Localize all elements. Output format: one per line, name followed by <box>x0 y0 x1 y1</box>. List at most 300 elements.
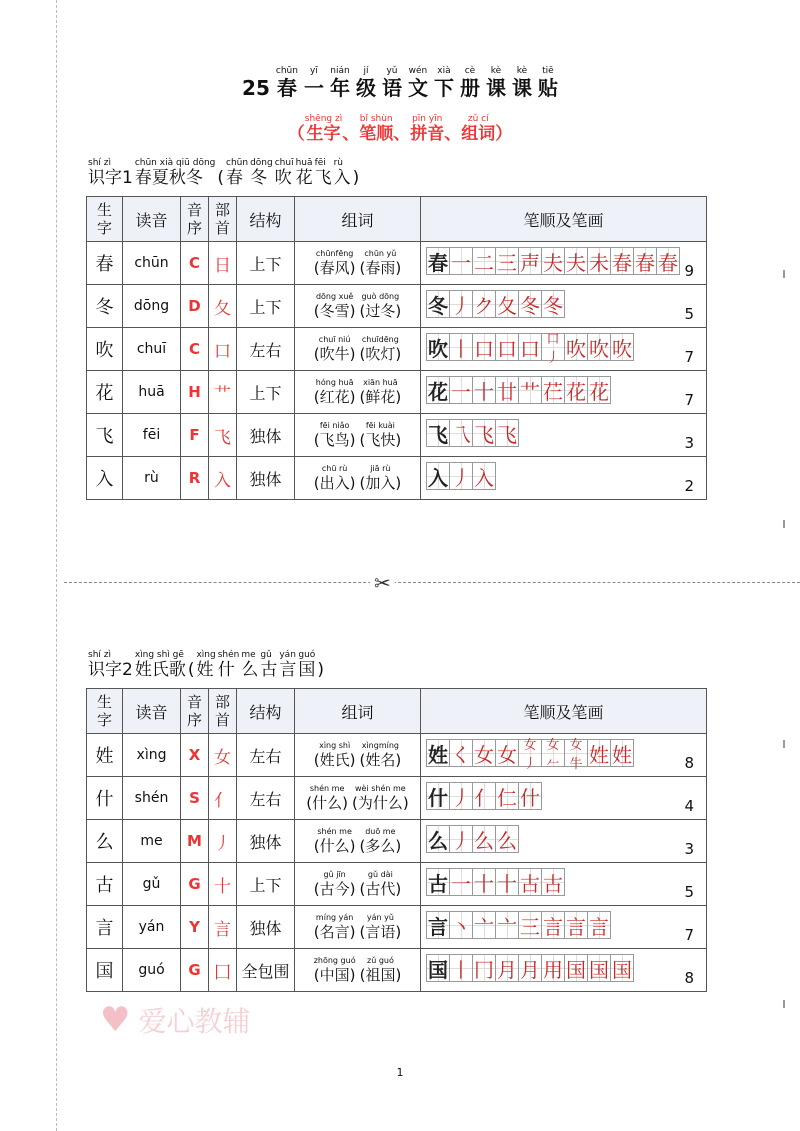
word-item <box>360 956 402 984</box>
table-row <box>87 242 707 285</box>
header-yinxu-text: 音序 <box>186 201 202 237</box>
table-row <box>87 863 707 906</box>
title-prefix <box>242 66 270 100</box>
row-radical: 入 <box>209 457 237 500</box>
title-char <box>382 66 402 100</box>
word-text: (姓名) <box>359 751 402 769</box>
section-heading-pinyin: xìng shì gē <box>134 650 184 660</box>
stroke-cell: 夫 <box>541 247 565 275</box>
section-heading-1 <box>88 158 361 188</box>
row-radical: 飞 <box>209 414 237 457</box>
stroke-cell: 丨 <box>449 954 473 982</box>
row-stroke-order <box>421 777 707 820</box>
row-character: 飞 <box>87 414 123 457</box>
stroke-cell: 三 <box>518 911 542 939</box>
section-heading-hanzi: ) <box>317 660 324 680</box>
word-text: (古今) <box>313 880 356 898</box>
section-heading-part <box>279 650 296 680</box>
section-heading-hanzi: 姓氏歌 <box>134 660 186 680</box>
row-character: 冬 <box>87 285 123 328</box>
stroke-grid <box>427 462 496 490</box>
stroke-cell: 亠 <box>495 911 519 939</box>
row-structure: 全包围 <box>237 949 295 992</box>
table-row <box>87 328 707 371</box>
row-structure: 左右 <box>237 734 295 777</box>
row-initial-letter: R <box>181 457 209 500</box>
word-item <box>314 870 356 898</box>
margin-mark <box>783 520 785 528</box>
row-stroke-order <box>421 734 707 777</box>
stroke-cell: 一 <box>449 376 473 404</box>
word-item <box>314 741 356 769</box>
stroke-cell: 十 <box>495 868 519 896</box>
stroke-cell: 月 <box>495 954 519 982</box>
title-char <box>356 66 376 100</box>
stroke-cell: 言 <box>587 911 611 939</box>
word-item <box>360 335 402 363</box>
word-item <box>360 464 402 492</box>
word-pinyin: chū rù <box>321 464 348 473</box>
stroke-grid <box>427 782 542 810</box>
character-table-2 <box>86 688 707 992</box>
section-heading-pinyin: xìng <box>196 650 216 660</box>
word-item <box>314 913 356 941</box>
word-pinyin: xìng shì <box>319 741 351 750</box>
word-pinyin: xiān huā <box>363 378 398 387</box>
row-character: 吹 <box>87 328 123 371</box>
word-pinyin: fēi niǎo <box>319 421 350 430</box>
section-heading-pinyin: chuī <box>274 158 294 168</box>
section-heading-pinyin: fēi <box>314 158 326 168</box>
row-radical: 言 <box>209 906 237 949</box>
stroke-cell: 夫 <box>564 247 588 275</box>
header-bushou-text: 部首 <box>214 201 230 237</box>
word-list <box>295 741 420 769</box>
subtitle-part-hanzi: 生字 <box>306 124 341 144</box>
watermark <box>100 1000 251 1040</box>
table-row <box>87 285 707 328</box>
table-header-row <box>87 689 707 734</box>
word-text: (加入) <box>359 474 402 492</box>
row-words <box>295 949 421 992</box>
title-char-hanzi: 年 <box>329 76 350 100</box>
stroke-cell: 女牛 <box>564 739 588 767</box>
stroke-count: 4 <box>684 797 694 815</box>
word-item <box>314 378 356 406</box>
stroke-count: 7 <box>684 348 694 366</box>
stroke-cell: く <box>449 739 473 767</box>
row-pinyin: huā <box>123 371 181 414</box>
title-char-pinyin: jí <box>363 66 369 76</box>
stroke-cell: 花 <box>426 376 450 404</box>
row-words <box>295 414 421 457</box>
subtitle-part-hanzi: 、 <box>444 124 462 144</box>
word-item <box>360 292 402 320</box>
word-pinyin: zǔ guó <box>367 956 394 965</box>
word-text: (祖国) <box>359 966 402 984</box>
row-radical: 口 <box>209 328 237 371</box>
subtitle-part <box>393 114 410 144</box>
section-heading-part <box>298 650 315 680</box>
stroke-cell: 国 <box>610 954 634 982</box>
stroke-count: 7 <box>684 926 694 944</box>
subtitle-pinyin <box>288 114 305 124</box>
row-pinyin: gǔ <box>123 863 181 906</box>
word-pinyin: chūn yǔ <box>364 249 397 258</box>
stroke-cell: 姓 <box>610 739 634 767</box>
word-text: (吹灯) <box>359 345 402 363</box>
stroke-grid <box>427 868 565 896</box>
section-heading-part <box>88 650 133 680</box>
watermark-text: 爱心教辅 <box>138 1005 251 1038</box>
row-stroke-order <box>421 371 707 414</box>
section-heading-part <box>196 650 215 680</box>
row-pinyin: dōng <box>123 285 181 328</box>
row-words <box>295 734 421 777</box>
word-text: (春雨) <box>359 259 402 277</box>
stroke-cell: 冬 <box>541 290 565 318</box>
row-initial-letter: X <box>181 734 209 777</box>
header-yinxu <box>181 689 209 734</box>
stroke-grid <box>427 290 565 318</box>
word-item <box>314 464 356 492</box>
header-yinxu <box>181 197 209 242</box>
subtitle-open <box>288 114 305 144</box>
word-text: (鲜花) <box>359 388 402 406</box>
word-text: (古代) <box>359 880 402 898</box>
word-item <box>306 784 348 812</box>
stroke-grid <box>427 247 680 275</box>
word-pinyin: dōng xuě <box>315 292 354 301</box>
subtitle-part <box>359 114 393 144</box>
row-structure: 独体 <box>237 906 295 949</box>
title-char <box>330 66 350 100</box>
row-pinyin: me <box>123 820 181 863</box>
row-radical: 艹 <box>209 371 237 414</box>
page-subtitle <box>0 114 800 144</box>
stroke-cell: 艹 <box>518 376 542 404</box>
row-stroke-order <box>421 328 707 371</box>
section-heading-part <box>315 158 332 188</box>
section-heading-hanzi: 识字1 <box>88 168 133 188</box>
table-row <box>87 414 707 457</box>
stroke-cell: 国 <box>564 954 588 982</box>
stroke-cell: 吹 <box>610 333 634 361</box>
word-pinyin: gǔ dài <box>367 870 393 879</box>
section-heading-hanzi: 国 <box>298 660 316 680</box>
word-item <box>314 335 356 363</box>
row-character: 古 <box>87 863 123 906</box>
stroke-cell: 姓 <box>587 739 611 767</box>
section-heading-part <box>353 158 360 188</box>
table-row <box>87 906 707 949</box>
row-structure: 左右 <box>237 777 295 820</box>
row-words <box>295 285 421 328</box>
word-text: (姓氏) <box>313 751 356 769</box>
stroke-cell: 吹 <box>564 333 588 361</box>
row-words <box>295 328 421 371</box>
row-words <box>295 242 421 285</box>
title-char-hanzi: 课 <box>511 76 532 100</box>
word-item <box>352 784 409 812</box>
row-initial-letter: C <box>181 328 209 371</box>
section-heading-part <box>88 158 133 188</box>
section-heading-hanzi: 入 <box>333 168 351 188</box>
row-character: 姓 <box>87 734 123 777</box>
word-item <box>314 292 356 320</box>
subtitle-part-pinyin: shēng zì <box>304 114 343 124</box>
header-shengzi-text: 生字 <box>96 693 112 729</box>
section-heading-hanzi: 吹 <box>274 168 292 188</box>
stroke-cell: 冂 <box>472 954 496 982</box>
row-words <box>295 777 421 820</box>
word-item <box>360 741 402 769</box>
section-heading-pinyin: dōng <box>250 158 273 168</box>
row-initial-letter: Y <box>181 906 209 949</box>
table-row <box>87 949 707 992</box>
header-bishun: 笔顺及笔画 <box>421 689 707 734</box>
word-pinyin: hóng huā <box>315 378 354 387</box>
row-radical: 夂 <box>209 285 237 328</box>
subtitle-part <box>461 114 495 144</box>
title-char-pinyin: wén <box>408 66 428 76</box>
word-list <box>295 292 420 320</box>
section-heading-part <box>188 650 195 680</box>
stroke-cell: 姓 <box>426 739 450 767</box>
row-initial-letter: G <box>181 949 209 992</box>
section-heading-hanzi: 什 <box>217 660 235 680</box>
margin-mark <box>783 1000 785 1008</box>
title-char-pinyin: yǔ <box>386 66 398 76</box>
stroke-count: 2 <box>684 477 694 495</box>
title-char-pinyin: nián <box>330 66 350 76</box>
subtitle-pinyin <box>495 114 512 124</box>
header-shengzi-text: 生字 <box>96 201 112 237</box>
section-heading-hanzi: 春夏秋冬 <box>134 168 203 188</box>
stroke-cell: 一 <box>449 868 473 896</box>
section-heading-hanzi: ( <box>217 168 225 188</box>
word-text: (什么) <box>313 837 356 855</box>
stroke-cell: 仁 <box>495 782 519 810</box>
word-item <box>360 421 402 449</box>
stroke-count: 8 <box>684 969 694 987</box>
stroke-cell: 女丿 <box>518 739 542 767</box>
subtitle-part-pinyin: bǐ shùn <box>359 114 393 124</box>
stroke-cell: 春 <box>610 247 634 275</box>
subtitle-part <box>305 114 342 144</box>
row-radical: 丿 <box>209 820 237 863</box>
row-character: 国 <box>87 949 123 992</box>
stroke-cell: 入 <box>472 462 496 490</box>
row-structure: 上下 <box>237 863 295 906</box>
subtitle-close <box>495 114 512 144</box>
title-char-hanzi: 级 <box>355 76 376 100</box>
header-yinxu-text: 音序 <box>186 693 202 729</box>
table-row <box>87 457 707 500</box>
word-text: (冬雪) <box>313 302 356 320</box>
stroke-cell: 丿 <box>449 825 473 853</box>
section-heading-part <box>334 158 351 188</box>
stroke-cell: 十 <box>472 868 496 896</box>
table-row <box>87 820 707 863</box>
title-char-pinyin: kè <box>490 66 502 76</box>
title-char-pinyin: yī <box>310 66 318 76</box>
section-heading-pinyin: huā <box>295 158 313 168</box>
subtitle-paren: ） <box>495 124 513 144</box>
word-text: (出入) <box>313 474 356 492</box>
word-text: (红花) <box>313 388 356 406</box>
title-char <box>408 66 428 100</box>
word-item <box>360 870 402 898</box>
row-character: 么 <box>87 820 123 863</box>
table-row <box>87 734 707 777</box>
subtitle-part <box>342 114 359 144</box>
row-character: 什 <box>87 777 123 820</box>
header-bushou <box>209 197 237 242</box>
header-jiegou: 结构 <box>237 689 295 734</box>
section-heading-part <box>250 158 273 188</box>
title-char-hanzi: 文 <box>407 76 428 100</box>
stroke-grid <box>427 954 634 982</box>
word-pinyin: míng yán <box>315 913 354 922</box>
title-prefix-text: 25 <box>242 76 270 100</box>
section-heading-part <box>241 650 258 680</box>
word-text: (中国) <box>313 966 356 984</box>
binding-guide-line <box>56 0 57 1131</box>
section-heading-part <box>218 650 240 680</box>
title-char-pinyin: chūn <box>275 66 298 76</box>
word-list <box>295 421 420 449</box>
row-stroke-order <box>421 949 707 992</box>
stroke-cell: 十 <box>472 376 496 404</box>
row-initial-letter: H <box>181 371 209 414</box>
row-words <box>295 906 421 949</box>
row-initial-letter: M <box>181 820 209 863</box>
subtitle-part-hanzi: 、 <box>393 124 411 144</box>
row-radical: 十 <box>209 863 237 906</box>
word-list <box>295 956 420 984</box>
section-heading-hanzi: 识字2 <box>88 660 133 680</box>
row-stroke-order <box>421 820 707 863</box>
stroke-grid <box>427 419 519 447</box>
word-item <box>314 956 356 984</box>
word-text: (多么) <box>359 837 402 855</box>
row-pinyin: chuī <box>123 328 181 371</box>
word-pinyin: xìngmíng <box>361 741 399 750</box>
title-char-hanzi: 一 <box>303 76 324 100</box>
stroke-cell: 廿 <box>495 376 519 404</box>
word-item <box>314 421 356 449</box>
word-pinyin: chuīdēng <box>361 335 399 344</box>
stroke-cell: ク <box>472 290 496 318</box>
word-list <box>295 913 420 941</box>
row-pinyin: fēi <box>123 414 181 457</box>
stroke-count: 8 <box>684 754 694 772</box>
word-list <box>295 335 420 363</box>
row-words <box>295 820 421 863</box>
stroke-cell: 冬 <box>518 290 542 318</box>
word-item <box>360 913 402 941</box>
word-pinyin: fēi kuài <box>365 421 395 430</box>
stroke-cell: 古 <box>426 868 450 896</box>
word-item <box>360 378 402 406</box>
section-heading-pinyin: shén <box>217 650 240 660</box>
margin-mark <box>783 270 785 278</box>
section-heading-part <box>317 650 324 680</box>
subtitle-part-pinyin: zǔ cí <box>467 114 489 124</box>
word-list <box>295 784 420 812</box>
stroke-cell: 一 <box>449 247 473 275</box>
stroke-cell: 月 <box>518 954 542 982</box>
title-char-pinyin: tiē <box>542 66 554 76</box>
row-stroke-order <box>421 906 707 949</box>
header-shengzi <box>87 689 123 734</box>
section-heading-part <box>135 650 186 680</box>
title-char-hanzi: 下 <box>433 76 454 100</box>
word-pinyin: wèi shén me <box>355 784 406 793</box>
word-pinyin: yán yǔ <box>366 913 394 922</box>
section-heading-pinyin: rù <box>333 158 343 168</box>
title-char <box>276 66 298 100</box>
stroke-cell: 亻 <box>472 782 496 810</box>
row-structure: 独体 <box>237 820 295 863</box>
stroke-cell: 春 <box>656 247 680 275</box>
stroke-cell: 飞 <box>426 419 450 447</box>
row-structure: 独体 <box>237 457 295 500</box>
row-stroke-order <box>421 457 707 500</box>
subtitle-part <box>410 114 444 144</box>
row-radical: 囗 <box>209 949 237 992</box>
word-list <box>295 378 420 406</box>
row-radical: 女 <box>209 734 237 777</box>
stroke-cell: 国 <box>587 954 611 982</box>
row-initial-letter: C <box>181 242 209 285</box>
word-list <box>295 249 420 277</box>
title-char <box>434 66 454 100</box>
word-pinyin: chūnfēng <box>315 249 354 258</box>
title-char-pinyin: xià <box>437 66 451 76</box>
word-pinyin: zhōng guó <box>313 956 356 965</box>
stroke-cell: 言 <box>426 911 450 939</box>
page-title <box>0 66 800 100</box>
section-heading-part <box>217 158 224 188</box>
stroke-cell: 未 <box>587 247 611 275</box>
header-zuci: 组词 <box>295 689 421 734</box>
word-pinyin: shén me <box>309 784 345 793</box>
stroke-cell: 丿 <box>449 462 473 490</box>
word-item <box>314 827 356 855</box>
stroke-cell: 女𠂉 <box>541 739 565 767</box>
section-heading-hanzi: 飞 <box>314 168 332 188</box>
subtitle-part-pinyin: pīn yīn <box>412 114 443 124</box>
word-pinyin: jiā rù <box>370 464 391 473</box>
word-text: (言语) <box>359 923 402 941</box>
title-char-hanzi: 册 <box>459 76 480 100</box>
title-char-hanzi: 课 <box>485 76 506 100</box>
header-bushou <box>209 689 237 734</box>
table-row <box>87 777 707 820</box>
row-stroke-order <box>421 414 707 457</box>
section-heading-hanzi: 冬 <box>250 168 268 188</box>
word-pinyin: shén me <box>317 827 352 836</box>
row-structure: 独体 <box>237 414 295 457</box>
row-character: 春 <box>87 242 123 285</box>
section-heading-pinyin: shí zì <box>88 650 111 660</box>
stroke-cell: 丶 <box>449 911 473 939</box>
stroke-cell: 丿 <box>449 290 473 318</box>
row-initial-letter: G <box>181 863 209 906</box>
word-text: (为什么) <box>352 794 409 812</box>
